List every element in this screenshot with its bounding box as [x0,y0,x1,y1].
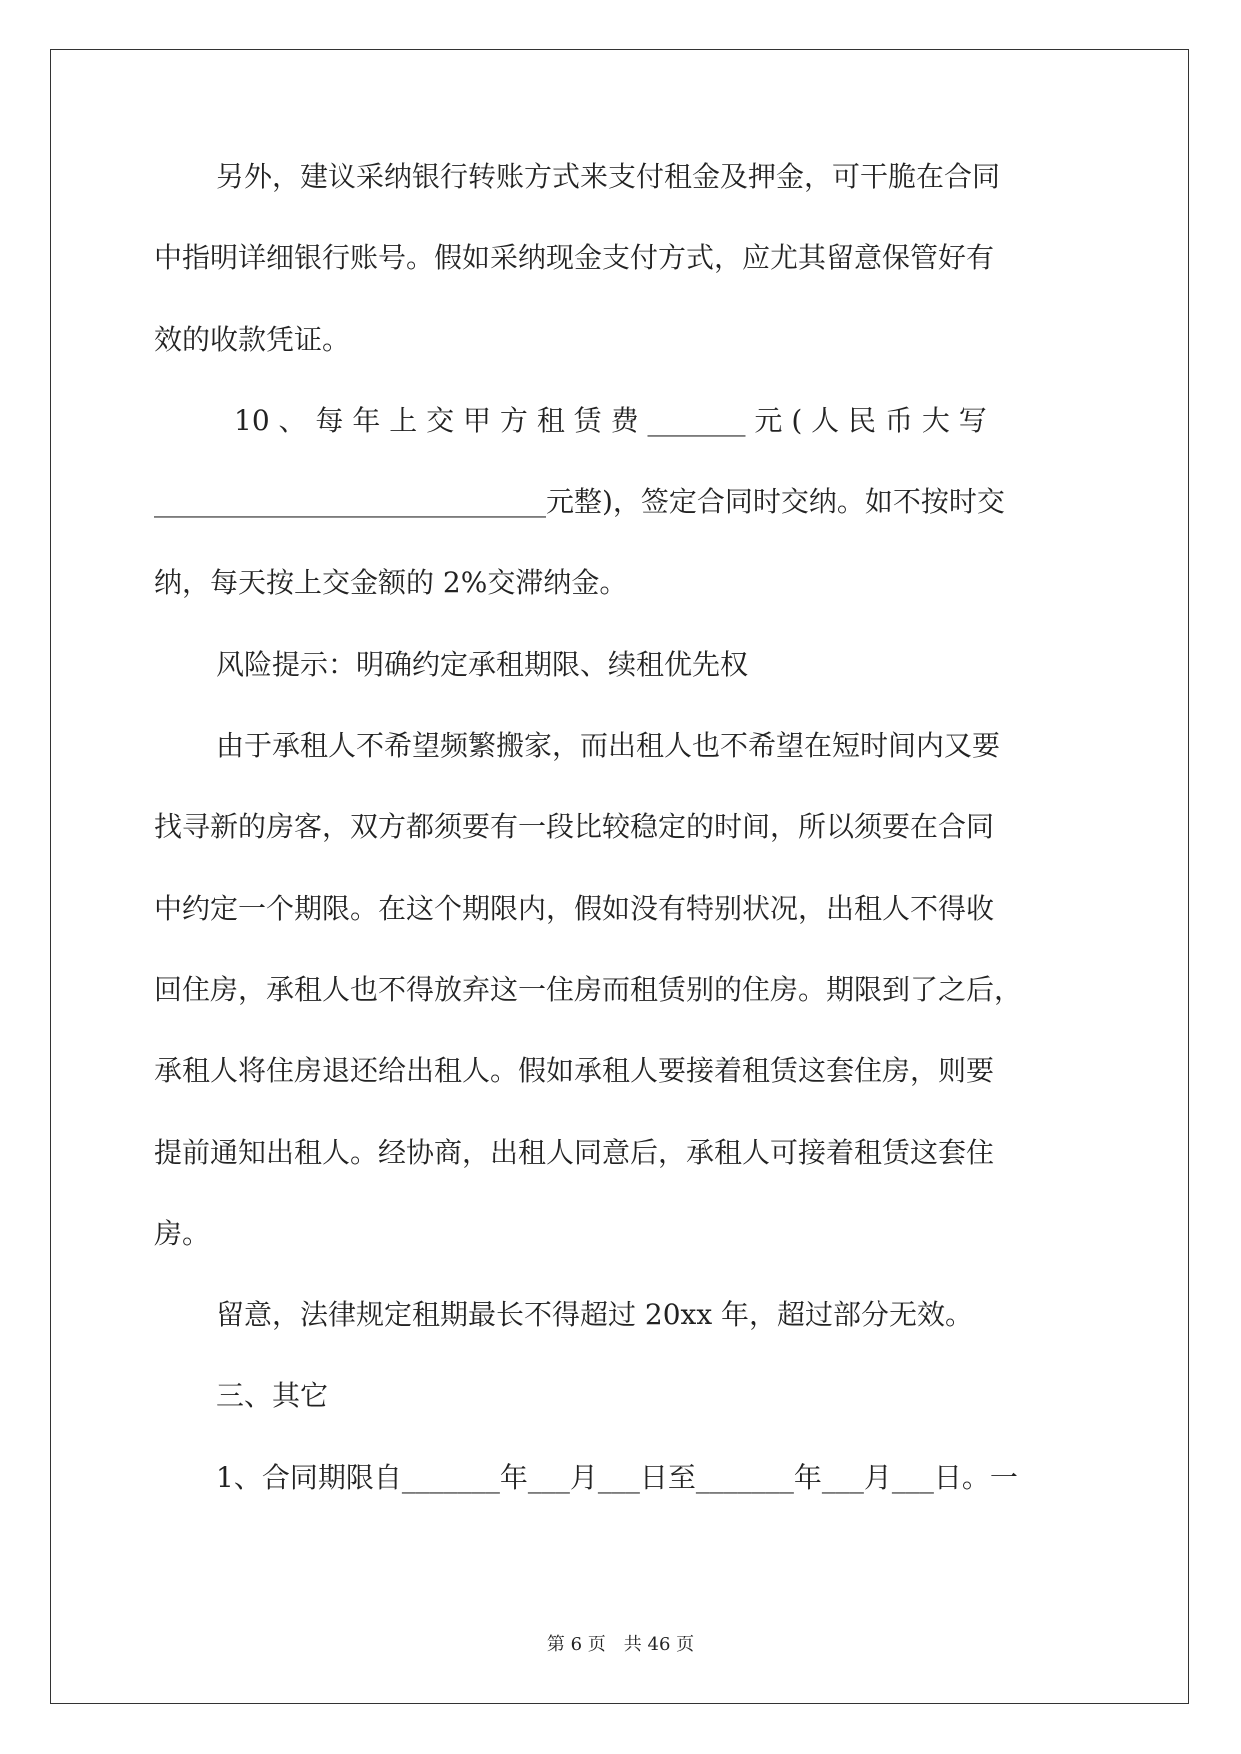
paragraph-line: ____________________________元整)，签定合同时交纳。如不按时交 [154,485,1005,519]
paragraph-line: 效的收款凭证。 [154,322,351,356]
paragraph-line: 由于承租人不希望频繁搬家，而出租人也不希望在短时间内又要 [216,729,1001,763]
paragraph-line: 中指明详细银行账号。假如采纳现金支付方式，应尤其留意保管好有 [154,241,995,275]
paragraph-line: 1、合同期限自_______年___月___日至_______年___月___日。一 [216,1460,1018,1494]
paragraph-line: 中约定一个期限。在这个期限内，假如没有特别状况，出租人不得收 [154,891,995,925]
section-heading: 三、其它 [216,1379,329,1413]
paragraph-line: 房。 [154,1216,211,1250]
paragraph-line: 10 、 每 年 上 交 甲 方 租 赁 费 _______ 元 ( 人 民 币 大 写 [234,403,987,437]
paragraph-line: 承租人将住房退还给出租人。假如承租人要接着租赁这套住房，则要 [154,1054,995,1088]
paragraph-line: 回住房，承租人也不得放弃这一住房而租赁别的住房。期限到了之后， [154,972,1023,1006]
paragraph-line: 另外，建议采纳银行转账方式来支付租金及押金，可干脆在合同 [216,160,1001,193]
paragraph-line: 找寻新的房客，双方都须要有一段比较稳定的时间，所以须要在合同 [154,810,995,844]
paragraph-line: 纳，每天按上交金额的 2%交滞纳金。 [154,566,628,600]
paragraph-line: 提前通知出租人。经协商，出租人同意后，承租人可接着租赁这套住 [154,1135,995,1169]
page-number: 第 6 页 共 46 页 [546,1634,695,1655]
paragraph-line: 留意，法律规定租期最长不得超过 20xx 年，超过部分无效。 [216,1298,974,1332]
document-body [154,160,1089,1542]
section-heading: 风险提示：明确约定承租期限、续租优先权 [216,647,749,681]
